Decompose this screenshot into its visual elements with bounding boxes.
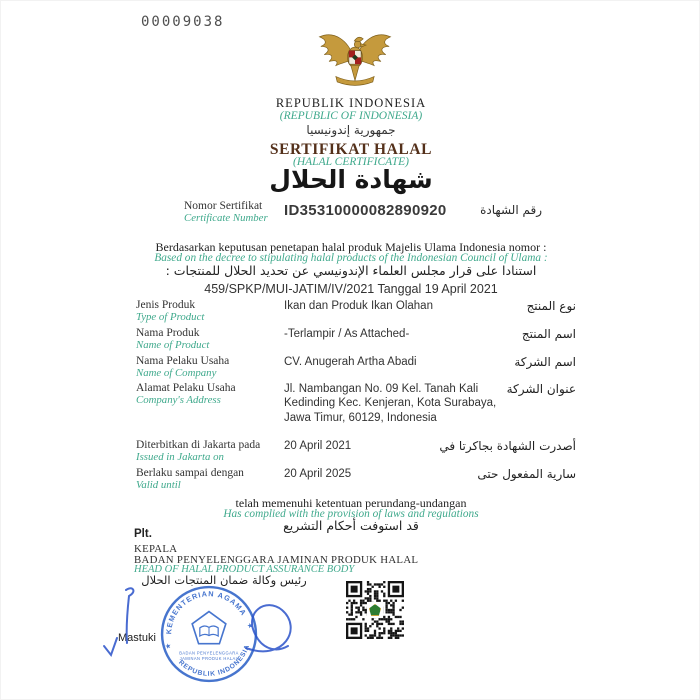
handwritten-signature — [96, 576, 316, 696]
field-label-en: Company's Address — [136, 394, 221, 406]
field-value: Jl. Nambangan No. 09 Kel. Tanah Kali Kedinding Kec. Kenjeran, Kota Surabaya, Jawa Timur, 60129, Indonesia — [284, 383, 497, 424]
field-label-en: Issued in Jakarta on — [136, 451, 224, 463]
field-label-id: Nama Pelaku Usaha — [136, 355, 230, 367]
field-value: 20 April 2025 — [284, 468, 352, 480]
certificate-number-label — [184, 200, 268, 224]
compliance-line-ar: قد استوفت أحكام التشريع — [283, 518, 419, 533]
signature-icon — [96, 576, 316, 696]
field-label-id: Alamat Pelaku Usaha — [136, 382, 236, 394]
field-value: Ikan dan Produk Ikan Olahan — [284, 300, 433, 312]
field-label-id: Nama Produk — [136, 327, 200, 339]
field-label-ar: اسم الشركة — [514, 355, 576, 369]
field-label-id: Diterbitkan di Jakarta pada — [136, 439, 261, 451]
field-label-ar: اسم المنتج — [521, 327, 576, 341]
certificate-number-label-ar: رقم الشهادة — [480, 203, 542, 217]
certificate-number-label-id: Nomor Sertifikat — [184, 200, 263, 212]
certificate-title-en: (HALAL CERTIFICATE) — [293, 156, 409, 168]
field-value: CV. Anugerah Artha Abadi — [284, 356, 417, 368]
compliance-line-id: telah memenuhi ketentuan perundang-undangan — [235, 496, 467, 510]
country-name-ar: جمهورية إندونيسيا — [306, 123, 396, 137]
certificate-title-id: SERTIFIKAT HALAL — [269, 141, 433, 158]
stamp-star-left-icon: ★ — [163, 641, 173, 652]
stamp-star-right-icon: ★ — [246, 621, 255, 631]
field-label-ar: نوع المنتج — [526, 299, 576, 313]
decree-number: 459/SPKP/MUI-JATIM/IV/2021 Tanggal 19 April 2021 — [204, 282, 498, 296]
field-label-ar: سارية المفعول حتى — [477, 467, 576, 481]
compliance-line-en: Has complied with the provision of laws and regulations — [223, 508, 479, 520]
field-label-en: Name of Product — [136, 339, 210, 351]
field-label-id: Jenis Produk — [136, 299, 196, 311]
decree-line-id: Berdasarkan keputusan penetapan halal produk Majelis Ulama Indonesia nomor : — [155, 240, 547, 254]
country-name-id: REPUBLIK INDONESIA — [275, 96, 427, 110]
field-label-ar: أصدرت الشهادة بجاكرتا في — [439, 439, 576, 453]
garuda-icon — [314, 19, 396, 93]
decree-line-en: Based on the decree to stipulating halal products of the Indonesian Council of Ulama : — [154, 252, 548, 264]
certificate-title-ar: شهادة الحلال — [269, 165, 433, 194]
qr-code — [346, 581, 404, 639]
field-label-en: Name of Company — [136, 367, 217, 379]
signatory-name: Mastuki — [118, 632, 156, 644]
field-value: -Terlampir / As Attached- — [284, 328, 410, 340]
field-label-id: Berlaku sampai dengan — [136, 467, 244, 479]
field-label-en: Valid until — [136, 479, 181, 491]
stamp-inner-line-1: BADAN PENYELENGGARA — [179, 650, 239, 656]
stamp-bottom-text: REPUBLIK INDONESIA — [177, 643, 252, 678]
signatory-title-en: HEAD OF HALAL PRODUCT ASSURANCE BODY — [134, 564, 355, 575]
signatory-title-2: BADAN PENYELENGGARA JAMINAN PRODUK HALAL — [134, 554, 419, 566]
field-label-en: Type of Product — [136, 311, 205, 323]
signatory-acting: Plt. — [134, 528, 152, 540]
field-value: 20 April 2021 — [284, 440, 352, 452]
signatory-title-ar: رئيس وكالة ضمان المنتجات الحلال — [141, 573, 307, 587]
country-name-en: (REPUBLIC OF INDONESIA) — [279, 110, 423, 122]
certificate-number-value: ID35310000082890920 — [284, 202, 447, 219]
certificate-number-label-en: Certificate Number — [184, 212, 268, 224]
decree-line-ar: استنادا على قرار مجلس العلماء الإندونيسي عن تحديد الحلال للمنتجات : — [165, 263, 537, 278]
serial-number: 00009038 — [141, 14, 225, 30]
stamp-inner-line-2: JAMINAN PRODUK HALAL — [179, 656, 239, 662]
garuda-pancasila-emblem — [314, 19, 396, 93]
stamp-top-text: KEMENTERIAN AGAMA — [164, 589, 249, 635]
field-label-ar: عنوان الشركة — [506, 382, 576, 396]
qr-center-logo — [367, 602, 383, 618]
signatory-title-1: KEPALA — [134, 543, 178, 555]
ministry-logo-icon — [369, 604, 381, 616]
